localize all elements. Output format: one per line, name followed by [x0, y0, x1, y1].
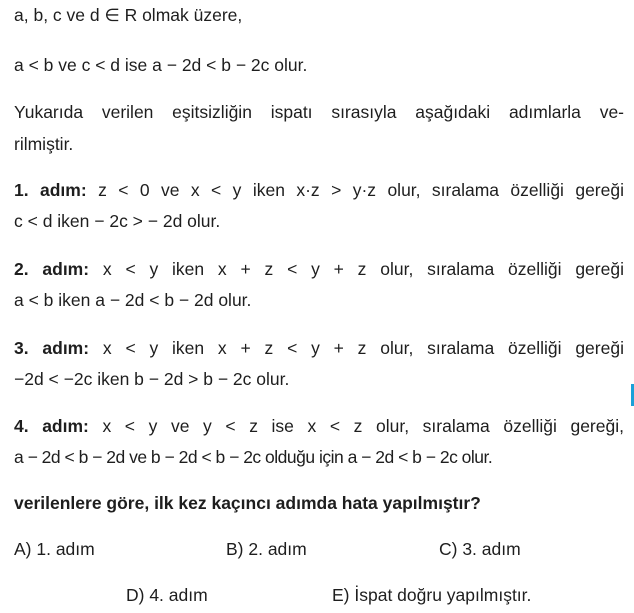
step-3-text-1: x < y iken x + z < y + z olur, sıralama özelliği gereği	[102, 338, 624, 358]
intro-line-2: rilmiştir.	[14, 134, 74, 154]
intro-line-1: Yukarıda verilen eşitsizliğin ispatı sırasıyla aşağıdaki adımlarla ve-	[14, 102, 624, 122]
step-1-line-2: c < d iken − 2c > − 2d olur.	[14, 211, 221, 231]
step-1-line-1	[14, 179, 624, 201]
option-d[interactable]: D) 4. adım	[126, 585, 208, 605]
option-b[interactable]: B) 2. adım	[226, 539, 307, 559]
step-2-line-1	[14, 258, 624, 280]
step-3-line-2: −2d < −2c iken b − 2d > b − 2c olur.	[14, 369, 290, 389]
step-1-label: 1. adım:	[14, 180, 87, 200]
option-e[interactable]: E) İspat doğru yapılmıştır.	[332, 585, 532, 605]
step-3-line-1	[14, 337, 624, 359]
step-2-line-2: a < b iken a − 2d < b − 2d olur.	[14, 290, 252, 310]
question-prompt: verilenlere göre, ilk kez kaçıncı adımda hata yapılmıştır?	[14, 493, 481, 513]
step-2-text-1: x < y iken x + z < y + z olur, sıralama özelliği gereği	[102, 259, 624, 279]
premise-line-1: a, b, c ve d ∈ R olmak üzere,	[14, 5, 243, 25]
step-4-label: 4. adım:	[14, 416, 89, 436]
premise-line-2: a < b ve c < d ise a − 2d < b − 2c olur.	[14, 55, 308, 75]
step-4-text-1: x < y ve y < z ise x < z olur, sıralama özelliği gereği,	[102, 416, 624, 436]
option-c[interactable]: C) 3. adım	[439, 539, 521, 559]
step-4-line-2: a − 2d < b − 2d ve b − 2d < b − 2c olduğu için a − 2d < b − 2c olur.	[14, 447, 493, 467]
step-3-label: 3. adım:	[14, 338, 90, 358]
option-a[interactable]: A) 1. adım	[14, 539, 95, 559]
step-4-line-1	[14, 415, 624, 437]
step-1-text-1: z < 0 ve x < y iken x·z > y·z olur, sıralama özelliği gereği	[98, 180, 624, 200]
step-2-label: 2. adım:	[14, 259, 90, 279]
